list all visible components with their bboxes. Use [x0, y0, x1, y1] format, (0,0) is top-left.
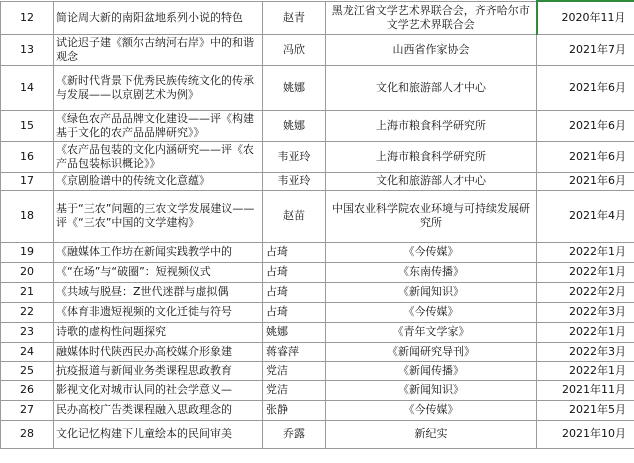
- date-cell[interactable]: 2022年3月: [537, 342, 634, 361]
- organization-cell[interactable]: 《新闻研究导刊》: [326, 342, 537, 361]
- row-number[interactable]: 24: [1, 342, 54, 361]
- organization-cell[interactable]: 《新闻知识》: [326, 380, 537, 400]
- row-number[interactable]: 28: [1, 420, 54, 448]
- author-cell[interactable]: 韦亚玲: [263, 141, 326, 172]
- author-cell[interactable]: 冯欣: [263, 34, 326, 65]
- title-cell[interactable]: 《绿色农产品品牌文化建设——评《构建基于文化的农产品品牌研究》》: [54, 110, 263, 141]
- organization-cell[interactable]: 《青年文学家》: [326, 322, 537, 342]
- author-cell[interactable]: 张静: [263, 400, 326, 420]
- title-cell[interactable]: 《“在场”与“破圈”：短视频仪式: [54, 262, 263, 282]
- table-row: [1, 190, 634, 242]
- table-row: [1, 342, 634, 361]
- row-number[interactable]: 18: [1, 190, 54, 242]
- row-number[interactable]: 14: [1, 65, 54, 110]
- table-row: [1, 141, 634, 172]
- row-number[interactable]: 16: [1, 141, 54, 172]
- table-row: [1, 302, 634, 322]
- title-cell[interactable]: 《共域与脱昼：Z世代迷群与虚拟偶: [54, 282, 263, 302]
- author-cell[interactable]: 赵苗: [263, 190, 326, 242]
- author-cell[interactable]: 姚娜: [263, 322, 326, 342]
- table-row: [1, 262, 634, 282]
- author-cell[interactable]: 韦亚玲: [263, 172, 326, 190]
- title-cell[interactable]: 试论迟子建《额尔古纳河右岸》中的和谐观念: [54, 34, 263, 65]
- title-cell[interactable]: 文化记忆构建下儿童绘本的民间审美: [54, 420, 263, 448]
- title-cell[interactable]: 基于“三农”问题的三农文学发展建议——评《“三农”中国的文学建构》: [54, 190, 263, 242]
- table-row: [1, 110, 634, 141]
- row-number[interactable]: 23: [1, 322, 54, 342]
- organization-cell[interactable]: 黑龙江省文学艺术界联合会，齐齐哈尔市文学艺术界联合会: [326, 1, 537, 34]
- title-cell[interactable]: 《新时代背景下优秀民族传统文化的传承与发展——以京剧艺术为例》: [54, 65, 263, 110]
- table-row: [1, 242, 634, 262]
- table-row: [1, 361, 634, 380]
- table-row: [1, 1, 634, 34]
- row-number[interactable]: 19: [1, 242, 54, 262]
- organization-cell[interactable]: 上海市粮食科学研究所: [326, 141, 537, 172]
- title-cell[interactable]: 简论周大新的南阳盆地系列小说的特色: [54, 1, 263, 34]
- date-cell[interactable]: 2022年3月: [537, 302, 634, 322]
- date-cell[interactable]: 2021年5月: [537, 400, 634, 420]
- date-cell[interactable]: 2021年6月: [537, 172, 634, 190]
- row-number[interactable]: 15: [1, 110, 54, 141]
- date-cell[interactable]: 2022年1月: [537, 262, 634, 282]
- organization-cell[interactable]: 《今传媒》: [326, 400, 537, 420]
- organization-cell[interactable]: 文化和旅游部人才中心: [326, 65, 537, 110]
- title-cell[interactable]: 《体育非遗短视频的文化迁徙与符号: [54, 302, 263, 322]
- author-cell[interactable]: 蒋睿萍: [263, 342, 326, 361]
- date-cell[interactable]: 2022年2月: [537, 282, 634, 302]
- date-cell[interactable]: 2021年7月: [537, 34, 634, 65]
- title-cell[interactable]: 抗疫报道与新闻业务类课程思政教育: [54, 361, 263, 380]
- table-row: [1, 282, 634, 302]
- title-cell[interactable]: 融媒体时代陕西民办高校媒介形象建: [54, 342, 263, 361]
- row-number[interactable]: 21: [1, 282, 54, 302]
- title-cell[interactable]: 《农产品包装的文化内涵研究——评《农产品包装标识概论》》: [54, 141, 263, 172]
- row-number[interactable]: 13: [1, 34, 54, 65]
- table-row: [1, 172, 634, 190]
- row-number[interactable]: 26: [1, 380, 54, 400]
- author-cell[interactable]: 占琦: [263, 282, 326, 302]
- date-cell[interactable]: 2022年1月: [537, 322, 634, 342]
- author-cell[interactable]: 党洁: [263, 380, 326, 400]
- row-number[interactable]: 20: [1, 262, 54, 282]
- date-cell[interactable]: 2022年1月: [537, 361, 634, 380]
- organization-cell[interactable]: 新纪实: [326, 420, 537, 448]
- date-cell[interactable]: 2021年10月: [537, 420, 634, 448]
- organization-cell[interactable]: 《新闻知识》: [326, 282, 537, 302]
- date-cell[interactable]: 2022年1月: [537, 242, 634, 262]
- date-cell[interactable]: 2021年6月: [537, 65, 634, 110]
- organization-cell[interactable]: 中国农业科学院农业环境与可持续发展研究所: [326, 190, 537, 242]
- author-cell[interactable]: 党洁: [263, 361, 326, 380]
- organization-cell[interactable]: 《新闻传播》: [326, 361, 537, 380]
- author-cell[interactable]: 占琦: [263, 262, 326, 282]
- row-number[interactable]: 25: [1, 361, 54, 380]
- author-cell[interactable]: 赵青: [263, 1, 326, 34]
- table-row: [1, 34, 634, 65]
- title-cell[interactable]: 民办高校广告类课程融入思政理念的: [54, 400, 263, 420]
- author-cell[interactable]: 占琦: [263, 242, 326, 262]
- row-number[interactable]: 17: [1, 172, 54, 190]
- date-cell[interactable]: 2020年11月: [537, 1, 634, 34]
- organization-cell[interactable]: 《东南传播》: [326, 262, 537, 282]
- author-cell[interactable]: 姚娜: [263, 110, 326, 141]
- row-number[interactable]: 22: [1, 302, 54, 322]
- organization-cell[interactable]: 《今传媒》: [326, 242, 537, 262]
- row-number[interactable]: 12: [1, 1, 54, 34]
- organization-cell[interactable]: 文化和旅游部人才中心: [326, 172, 537, 190]
- date-cell[interactable]: 2021年4月: [537, 190, 634, 242]
- title-cell[interactable]: 影视文化对城市认同的社会学意义—: [54, 380, 263, 400]
- table-row: [1, 322, 634, 342]
- organization-cell[interactable]: 山西省作家协会: [326, 34, 537, 65]
- title-cell[interactable]: 《京剧脸谱中的传统文化意蕴》: [54, 172, 263, 190]
- date-cell[interactable]: 2021年6月: [537, 110, 634, 141]
- title-cell[interactable]: 诗歌的虚构性问题探究: [54, 322, 263, 342]
- date-cell[interactable]: 2021年6月: [537, 141, 634, 172]
- table-row: [1, 420, 634, 448]
- organization-cell[interactable]: 《今传媒》: [326, 302, 537, 322]
- organization-cell[interactable]: 上海市粮食科学研究所: [326, 110, 537, 141]
- author-cell[interactable]: 占琦: [263, 302, 326, 322]
- title-cell[interactable]: 《融媒体工作坊在新闻实践教学中的: [54, 242, 263, 262]
- table-row: [1, 400, 634, 420]
- date-cell[interactable]: 2021年11月: [537, 380, 634, 400]
- row-number[interactable]: 27: [1, 400, 54, 420]
- table-row: [1, 380, 634, 400]
- author-cell[interactable]: 姚娜: [263, 65, 326, 110]
- table-row: [1, 65, 634, 110]
- author-cell[interactable]: 乔露: [263, 420, 326, 448]
